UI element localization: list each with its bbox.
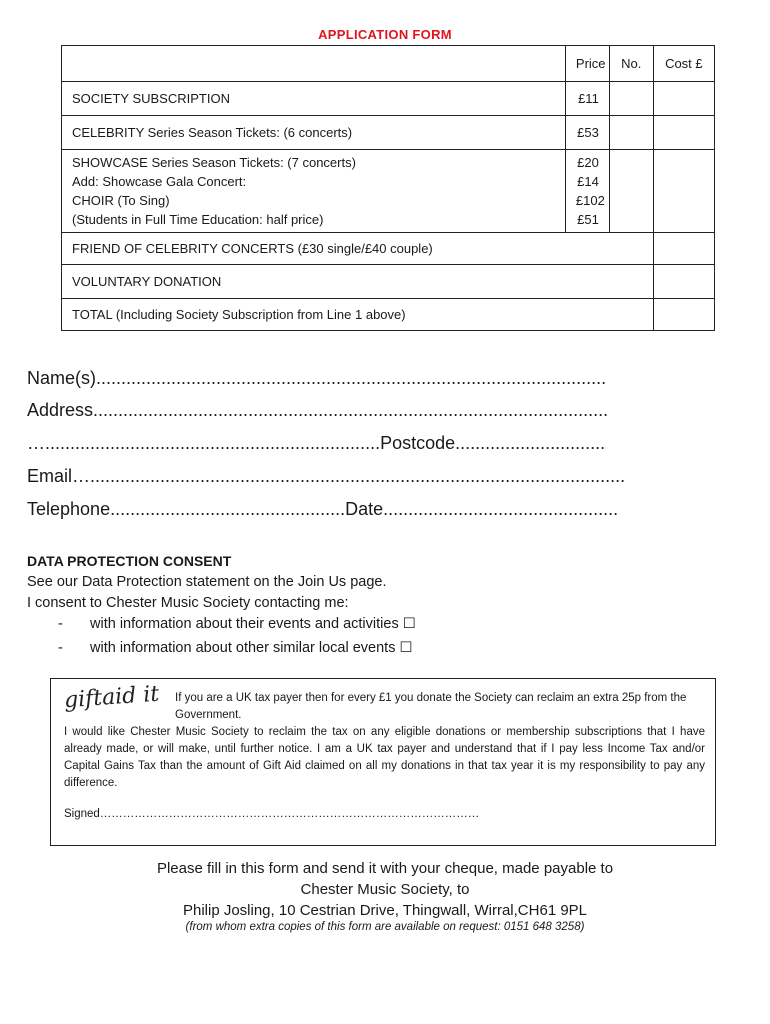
- row-desc-line: Add: Showcase Gala Concert:: [72, 174, 247, 189]
- row-desc: SOCIETY SUBSCRIPTION: [62, 82, 566, 116]
- row-desc: FRIEND OF CELEBRITY CONCERTS (£30 single/£40 couple): [62, 233, 654, 265]
- row-cost-input[interactable]: [653, 82, 714, 116]
- address-field[interactable]: Address.......................................................................................................: [27, 400, 609, 420]
- dash-bullet: -: [58, 616, 63, 632]
- header-price: Price: [565, 46, 609, 82]
- giftaid-logo: giftaid it: [63, 681, 160, 714]
- consent-option-label: with information about other similar local events ☐: [90, 640, 413, 656]
- header-cost: Cost £: [653, 46, 714, 82]
- row-cost-input[interactable]: [653, 150, 714, 233]
- data-protection-title: DATA PROTECTION CONSENT: [27, 553, 232, 569]
- row-desc: CELEBRITY Series Season Tickets: (6 concerts): [62, 116, 566, 150]
- row-desc: TOTAL (Including Society Subscription from Line 1 above): [62, 299, 654, 331]
- row-price-line: £102: [575, 193, 605, 208]
- row-price: £11: [565, 82, 609, 116]
- consent-option-local-events[interactable]: [58, 640, 412, 656]
- table-row: [62, 82, 715, 116]
- table-row: [62, 265, 715, 299]
- row-desc: VOLUNTARY DONATION: [62, 265, 654, 299]
- row-price-line: £14: [577, 174, 599, 189]
- row-desc-line: (Students in Full Time Education: half price): [72, 212, 324, 227]
- row-price-line: £20: [577, 155, 599, 170]
- postcode-field[interactable]: …...................................................................Postcode..............................: [27, 433, 606, 453]
- table-row: [62, 299, 715, 331]
- row-price-multi: [565, 150, 609, 233]
- row-price: £53: [565, 116, 609, 150]
- row-cost-input[interactable]: [653, 299, 714, 331]
- row-cost-input[interactable]: [653, 116, 714, 150]
- row-cost-input[interactable]: [653, 233, 714, 265]
- data-protection-statement: See our Data Protection statement on the Join Us page.: [27, 574, 387, 590]
- email-field[interactable]: Email…...........................................................................................................: [27, 466, 626, 486]
- row-desc-multi: [62, 150, 566, 233]
- data-protection-consent: I consent to Chester Music Society contacting me:: [27, 595, 349, 611]
- row-no-input[interactable]: [609, 82, 653, 116]
- table-header-row: [62, 46, 715, 82]
- row-desc-line: SHOWCASE Series Season Tickets: (7 concerts): [72, 155, 356, 170]
- table-row: [62, 116, 715, 150]
- row-no-input[interactable]: [609, 150, 653, 233]
- row-price-line: £51: [577, 212, 599, 227]
- footer-note: (from whom extra copies of this form are available on request: 0151 648 3258): [185, 921, 585, 933]
- form-title: APPLICATION FORM: [318, 27, 452, 42]
- table-row: [62, 150, 715, 233]
- header-blank: [62, 46, 566, 82]
- footer-payee: Chester Music Society, to: [300, 881, 470, 898]
- footer-address: Philip Josling, 10 Cestrian Drive, Thingwall, Wirral,CH61 9PL: [182, 902, 588, 919]
- header-no: No.: [609, 46, 653, 82]
- row-desc-line: CHOIR (To Sing): [72, 193, 170, 208]
- row-no-input[interactable]: [609, 116, 653, 150]
- gift-aid-intro: If you are a UK tax payer then for every £1 you donate the Society can reclaim an extra 25p from the Government.: [175, 692, 687, 721]
- gift-aid-declaration: I would like Chester Music Society to reclaim the tax on any eligible donations or membership subscriptions that I have already made, or will make, until further notice. I am a UK tax payer and understand that if I pay less Income Tax and/or Capital Gains Tax than the amount of Gift Aid claimed on all my donations in that tax year it is my responsibility to pay any difference.: [64, 726, 705, 789]
- order-table: [61, 45, 715, 331]
- telephone-date-field[interactable]: Telephone...............................................Date...............................................: [27, 499, 619, 519]
- name-field[interactable]: Name(s)......................................................................................................: [27, 368, 607, 388]
- gift-aid-signature-field[interactable]: Signed………………………………………………………………………………………: [64, 808, 480, 820]
- dash-bullet: -: [58, 640, 63, 656]
- row-cost-input[interactable]: [653, 265, 714, 299]
- consent-option-label: with information about their events and activities ☐: [90, 616, 416, 632]
- footer-instructions: Please fill in this form and send it with your cheque, made payable to: [156, 860, 614, 877]
- table-row: [62, 233, 715, 265]
- consent-option-events[interactable]: [58, 616, 416, 632]
